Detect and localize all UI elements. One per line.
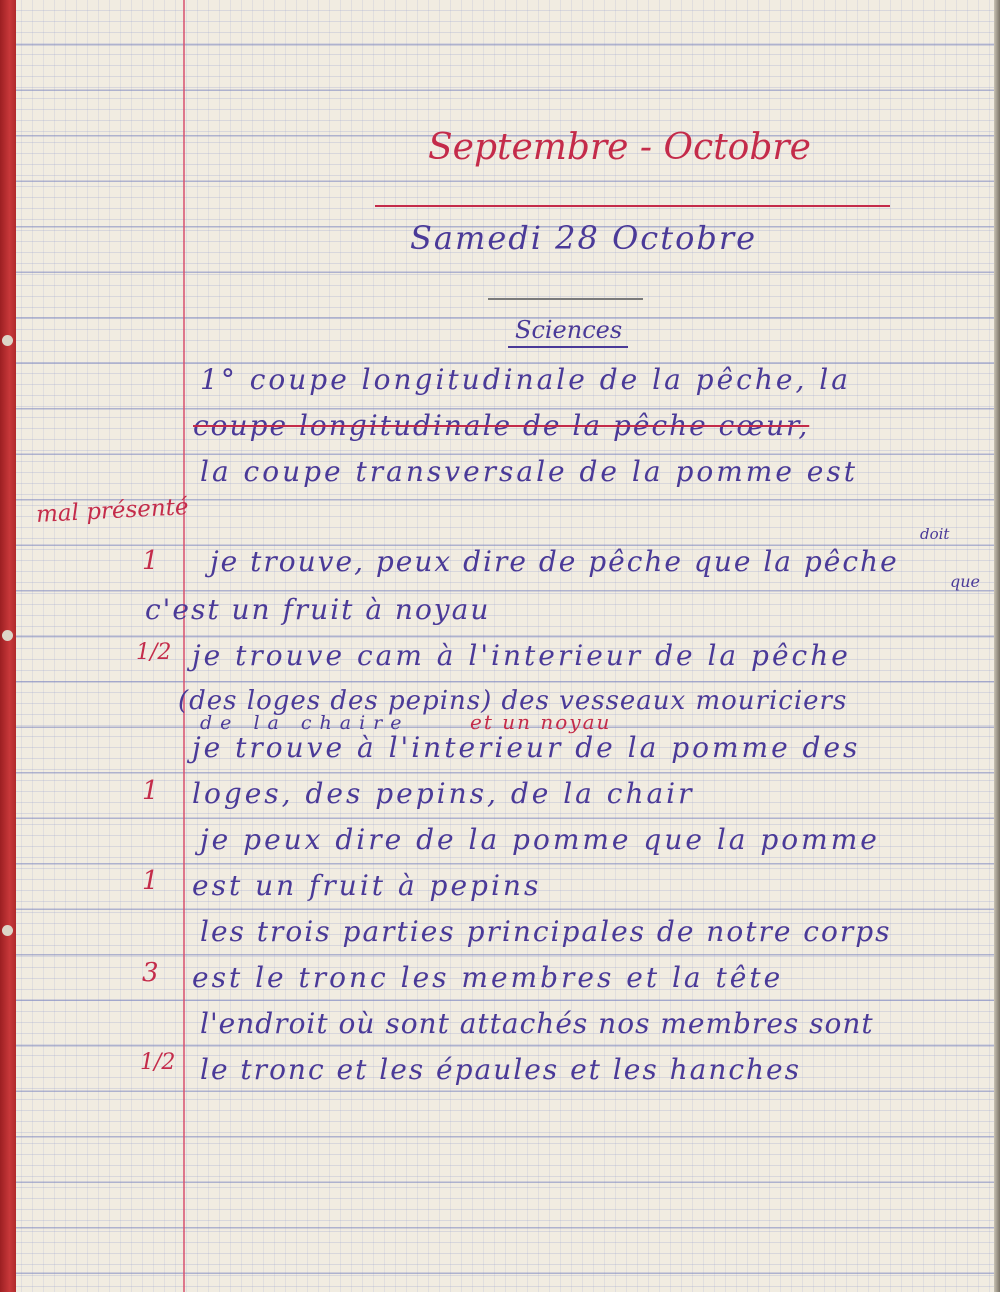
title-underline (375, 205, 890, 207)
body-line: 1° coupe longitudinale de la pêche, la (200, 363, 851, 396)
grade-mark: 1 (142, 546, 159, 576)
body-line: je peux dire de la pomme que la pomme (200, 823, 880, 856)
grade-mark: 1/2 (140, 1050, 176, 1075)
body-line: c'est un fruit à noyau (145, 593, 491, 626)
body-line: je trouve cam à l'interieur de la pêche (192, 639, 851, 672)
annotation: doit (920, 525, 950, 543)
body-line: coupe longitudinale de la pêche cœur, (193, 409, 810, 442)
page-title: Septembre - Octobre (428, 127, 811, 168)
grade-mark: 1/2 (136, 640, 172, 665)
margin-line (183, 0, 185, 1292)
body-line: l'endroit où sont attachés nos membres sont (200, 1007, 874, 1040)
subject-underline (508, 346, 628, 348)
staple-hole (2, 630, 13, 641)
date-heading: Samedi 28 Octobre (410, 219, 758, 257)
grade-mark: 3 (142, 958, 159, 988)
annotation: que (950, 572, 981, 591)
body-line: (des loges des pepins) des vesseaux mouriciers (178, 686, 848, 716)
body-line: le tronc et les épaules et les hanches (200, 1053, 801, 1086)
body-line: est un fruit à pepins (192, 869, 542, 902)
body-line: la coupe transversale de la pomme est (200, 455, 858, 488)
body-line: je trouve à l'interieur de la pomme des (192, 731, 861, 764)
body-line: est le tronc les membres et la tête (192, 961, 784, 994)
grade-mark: 1 (142, 776, 159, 806)
annotation: et un noyau (470, 710, 612, 734)
teacher-note: mal présenté (35, 494, 190, 528)
annotation: de la chaire (200, 712, 410, 734)
body-line: je trouve, peux dire de pêche que la pêche (210, 545, 899, 578)
staple-hole (2, 925, 13, 936)
grade-mark: 1 (142, 866, 159, 896)
subject-heading: Sciences (515, 316, 623, 344)
staple-hole (2, 335, 13, 346)
body-line: les trois parties principales de notre corps (200, 915, 892, 948)
body-line: loges, des pepins, de la chair (192, 777, 695, 810)
notebook-binding (0, 0, 16, 1292)
date-underline (488, 298, 643, 300)
page-edge (994, 0, 1000, 1292)
